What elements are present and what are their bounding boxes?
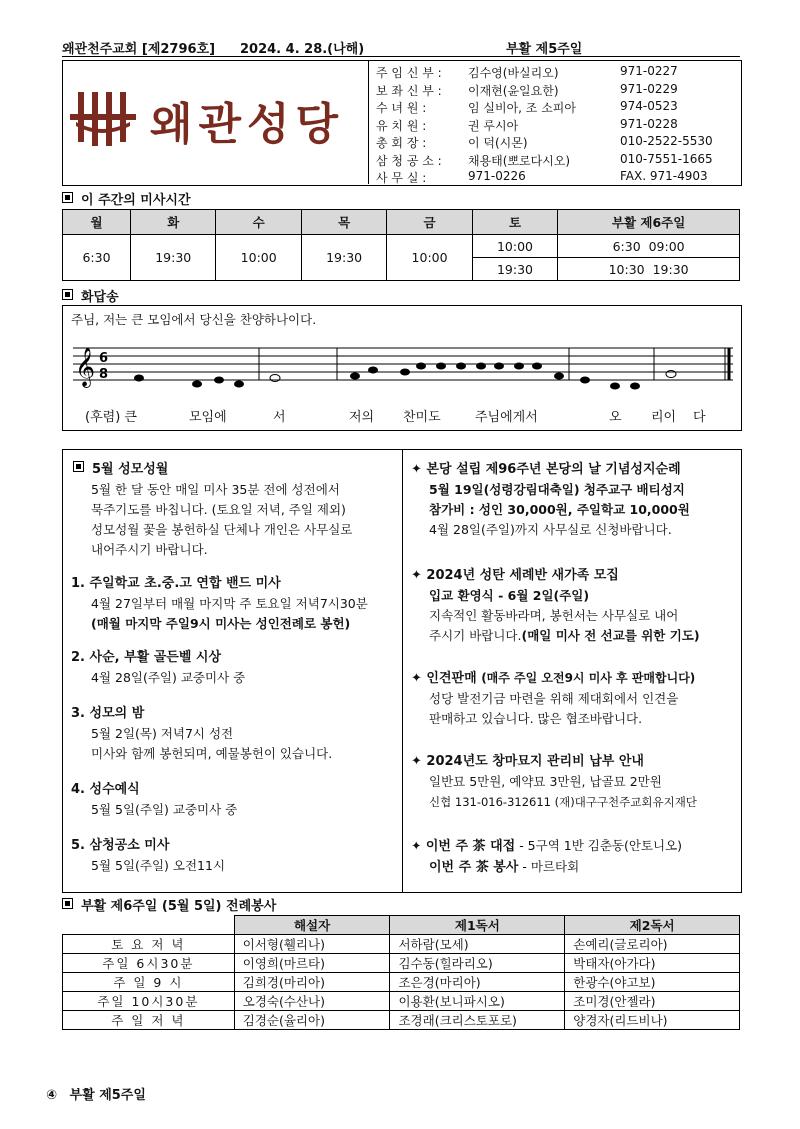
staff-phone: 971-0229 [620, 81, 678, 96]
svg-text:8: 8 [99, 367, 109, 382]
notice-line: 판매하고 있습니다. 많은 협조바랍니다. [429, 711, 643, 726]
parish-name: 왜관성당 [150, 99, 345, 150]
notice-item [411, 566, 737, 646]
section-bullet-icon [73, 461, 84, 472]
server-name: 박태자(아가다) [565, 954, 740, 973]
music-staff [69, 336, 735, 400]
staff-row [376, 82, 736, 100]
day-header: 화 [131, 210, 216, 235]
notice-line: 일반묘 5만원, 예약묘 3만원, 납골묘 2만원 [429, 774, 662, 789]
servers-table [62, 915, 740, 1030]
notice-item [71, 836, 397, 876]
staff-role: 보 좌 신 부 : [376, 83, 442, 98]
server-name: 조미경(안젤라) [565, 992, 740, 1011]
notice-line: 4월 28일(주일)까지 사무실로 신청바랍니다. [429, 522, 672, 537]
mass-time: 10:00 [387, 235, 472, 281]
mass-time: 6:30 [63, 235, 131, 281]
announcements-box [62, 449, 742, 893]
diamond-icon: ✦ [411, 568, 427, 583]
footer-text: 부활 제5주일 [69, 1088, 146, 1103]
staff-role: 주 임 신 부 : [376, 66, 442, 80]
psalm-title-text: 화답송 [81, 290, 119, 305]
notice-title: 본당 설립 제96주년 본당의 날 기념성지순례 [426, 462, 681, 477]
notice-title: 1. 주일학교 초.중.고 연합 밴드 미사 [71, 576, 281, 591]
servers-title-text: 부활 제6주일 (5월 5일) 전례봉사 [81, 899, 277, 914]
staff-role: 수 녀 원 : [376, 101, 427, 115]
lyric: 주님에게서 [475, 410, 538, 425]
svg-text:6: 6 [99, 351, 109, 366]
server-name: 양경자(리드비나) [565, 1011, 740, 1030]
notice-line: (매월 마지막 주일9시 미사는 성인전례로 봉헌) [91, 616, 351, 631]
diamond-icon: ✦ [411, 462, 427, 477]
server-name: 이서형(휄리나) [234, 935, 390, 954]
svg-text:𝄞: 𝄞 [75, 347, 96, 387]
server-name: 오경숙(수산나) [234, 992, 390, 1011]
lyric: 찬미도 [403, 410, 441, 425]
header-rule [62, 56, 740, 57]
staff-name: 임 실비아, 조 소피아 [468, 101, 576, 115]
day-header: 목 [301, 210, 386, 235]
section-bullet-icon [62, 898, 73, 909]
staff-directory [376, 64, 736, 187]
page-number: ④ [46, 1088, 58, 1103]
staff-phone: 010-7551-1665 [620, 151, 713, 166]
notice-line-emphasis: (매일 미사 전 선교를 위한 기도) [521, 628, 700, 643]
server-name: 이영희(마르타) [234, 954, 390, 973]
server-name: 조경래(크리스토포로) [390, 1011, 565, 1030]
notice-item [71, 574, 397, 634]
staff-row [376, 152, 736, 170]
mass-time: 10:00 [216, 235, 301, 281]
staff-phone: FAX. 971-4903 [620, 169, 708, 183]
mass-time: 6:30 09:00 [558, 235, 740, 258]
table-row [63, 954, 740, 973]
staff-name: 이 덕(시몬) [468, 136, 528, 150]
notice-title-detail: (매주 주일 오전9시 미사 후 판매합니다) [481, 671, 696, 685]
empty-cell [63, 916, 235, 935]
notice-item [411, 752, 737, 812]
parish-logo [62, 60, 369, 184]
table-row [63, 992, 740, 1011]
staff-role: 유 치 원 : [376, 118, 427, 133]
notice-title: 2024년 성탄 세례반 새가족 모집 [426, 568, 619, 583]
notice-line: 성당 발전기금 마련을 위해 제대회에서 인견을 [429, 691, 679, 706]
day-header: 금 [387, 210, 472, 235]
liturgical-season: 부활 제5주일 [506, 42, 583, 57]
lyric: 다 [693, 410, 706, 425]
staff-row [376, 169, 736, 187]
staff-name: 권 루시아 [468, 118, 519, 133]
lyric: 모임에 [189, 410, 227, 425]
servers-section-title [62, 895, 276, 914]
staff-row [376, 64, 736, 82]
table-row [63, 935, 740, 954]
servers-header-row [63, 916, 740, 935]
mass-days-row [63, 210, 740, 235]
mass-time: 10:30 19:30 [558, 258, 740, 281]
mass-slot: 주 일 저 녁 [63, 1011, 235, 1030]
mass-time: 19:30 [301, 235, 386, 281]
lyric: 저의 [349, 410, 375, 425]
staff-phone: 971-0228 [620, 116, 678, 131]
duty-label: 이번 주 茶 대접 [425, 839, 516, 854]
issue-date: 2024. 4. 28.(나해) [240, 42, 365, 57]
notice-title: 4. 성수예식 [71, 782, 140, 797]
page-footer [46, 1084, 146, 1103]
psalm-section-title [62, 286, 119, 305]
notice-title: 3. 성모의 밤 [71, 706, 145, 721]
server-name: 손예리(글로리아) [565, 935, 740, 954]
staff-name: 이재현(윤일요한) [468, 83, 559, 98]
staff-name: 채용태(뽀로다시오) [468, 153, 571, 168]
lyric: (후렴) 큰 [85, 410, 137, 425]
mass-time: 19:30 [472, 258, 557, 281]
staff-role: 삼 청 공 소 : [376, 153, 442, 168]
notice-title: 5월 성모성월 [92, 462, 169, 477]
mass-time: 10:00 [472, 235, 557, 258]
mass-times-row [63, 235, 740, 258]
lyric: 오 [609, 410, 622, 425]
server-name: 김수동(힐라리오) [390, 954, 565, 973]
table-row [63, 973, 740, 992]
church-logo-icon [68, 88, 140, 150]
mass-time: 19:30 [131, 235, 216, 281]
section-bullet-icon [62, 289, 73, 300]
column-header: 해설자 [234, 916, 390, 935]
lyric: 리이 [651, 410, 677, 425]
mass-slot: 주일 6시30분 [63, 954, 235, 973]
notice-line: 5월 5일(주일) 교중미사 중 [91, 802, 238, 817]
section-bullet-icon [62, 192, 73, 203]
duty-value: - 마르타회 [522, 859, 580, 874]
notice-line: 신협 131-016-312611 (재)대구구천주교회유지재단 [429, 795, 697, 809]
diamond-icon: ✦ [411, 671, 427, 686]
parish-issue: 왜관천주교회 [제2796호] [62, 42, 216, 57]
column-divider [402, 450, 403, 892]
mass-title-text: 이 주간의 미사시간 [81, 193, 191, 208]
staff-phone: 010-2522-5530 [620, 134, 713, 148]
notice-line: 묵주기도를 바칩니다. (토요일 저녁, 주일 제외) [91, 502, 346, 517]
notice-line: 참가비 : 성인 30,000원, 주일학교 10,000원 [429, 502, 690, 517]
psalm-response: 주님, 저는 큰 모임에서 당신을 찬양하나이다. [71, 312, 317, 327]
notice-title: 2. 사순, 부활 골든벨 시상 [71, 650, 222, 665]
notice-title: 인견판매 [426, 671, 477, 686]
table-row [63, 1011, 740, 1030]
staff-role: 사 무 실 : [376, 171, 427, 185]
notice-title: 2024년도 창마묘지 관리비 납부 안내 [426, 754, 644, 769]
notice-line: 지속적인 활동바라며, 봉헌서는 사무실로 내어 [429, 608, 679, 623]
notice-item [71, 780, 397, 820]
staff-row [376, 99, 736, 117]
day-header: 월 [63, 210, 131, 235]
staff-name: 971-0226 [468, 169, 526, 183]
notice-line: 5월 한 달 동안 매일 미사 35분 전에 성전에서 [91, 482, 340, 497]
may-notice [73, 460, 395, 560]
notice-line: 입교 환영식 - 6월 2일(주일) [429, 588, 590, 603]
bulletin-header [62, 38, 740, 57]
diamond-icon: ✦ [411, 754, 427, 769]
duty-label: 이번 주 茶 봉사 [429, 860, 519, 875]
notice-line: 5월 5일(주일) 오전11시 [91, 858, 226, 873]
mass-slot: 토 요 저 녁 [63, 935, 235, 954]
staff-phone: 971-0227 [620, 64, 678, 78]
staff-row [376, 117, 736, 135]
notice-line: 4월 27일부터 매월 마지막 주 토요일 저녁7시30분 [91, 596, 368, 611]
mass-section-title [62, 189, 191, 208]
mass-slot: 주 일 9 시 [63, 973, 235, 992]
notice-line: 4월 28일(주일) 교중미사 중 [91, 670, 246, 685]
mass-slot: 주일 10시30분 [63, 992, 235, 1011]
staff-role: 총 회 장 : [376, 136, 427, 150]
column-header: 제1독서 [390, 916, 565, 935]
notice-item [411, 460, 737, 540]
duty-notice [411, 836, 737, 878]
server-name: 김희경(마리아) [234, 973, 390, 992]
server-name: 서하람(모세) [390, 935, 565, 954]
lyric: 서 [273, 410, 286, 425]
notice-item [411, 668, 737, 729]
day-header: 수 [216, 210, 301, 235]
diamond-icon: ✦ [411, 838, 426, 853]
server-name: 조은경(마리아) [390, 973, 565, 992]
psalm-box [62, 305, 742, 431]
staff-row [376, 134, 736, 152]
notice-line: 5월 19일(성령강림대축일) 청주교구 배티성지 [429, 482, 685, 497]
staff-phone: 974-0523 [620, 99, 678, 113]
column-header: 제2독서 [565, 916, 740, 935]
notice-item [71, 648, 397, 688]
notice-item [71, 704, 397, 764]
day-header: 토 [472, 210, 557, 235]
staff-name: 김수영(바실리오) [468, 66, 559, 80]
day-header: 부활 제6주일 [558, 210, 740, 235]
notice-line: 성모성월 꽃을 봉헌하실 단체나 개인은 사무실로 [91, 522, 353, 537]
mass-schedule-table [62, 209, 740, 281]
notice-line: 미사와 함께 봉헌되며, 예물봉헌이 있습니다. [91, 746, 333, 761]
server-name: 김경순(율리아) [234, 1011, 390, 1030]
duty-value: - 5구역 1반 김춘동(안토니오) [519, 838, 683, 853]
server-name: 한광수(야고보) [565, 973, 740, 992]
notice-title: 5. 삼청공소 미사 [71, 838, 170, 853]
notice-line: 5월 2일(목) 저녁7시 성전 [91, 726, 234, 741]
server-name: 이용환(보니파시오) [390, 992, 565, 1011]
notice-line: 주시기 바랍니다. [429, 628, 522, 643]
notice-line: 내어주시기 바랍니다. [91, 542, 208, 557]
